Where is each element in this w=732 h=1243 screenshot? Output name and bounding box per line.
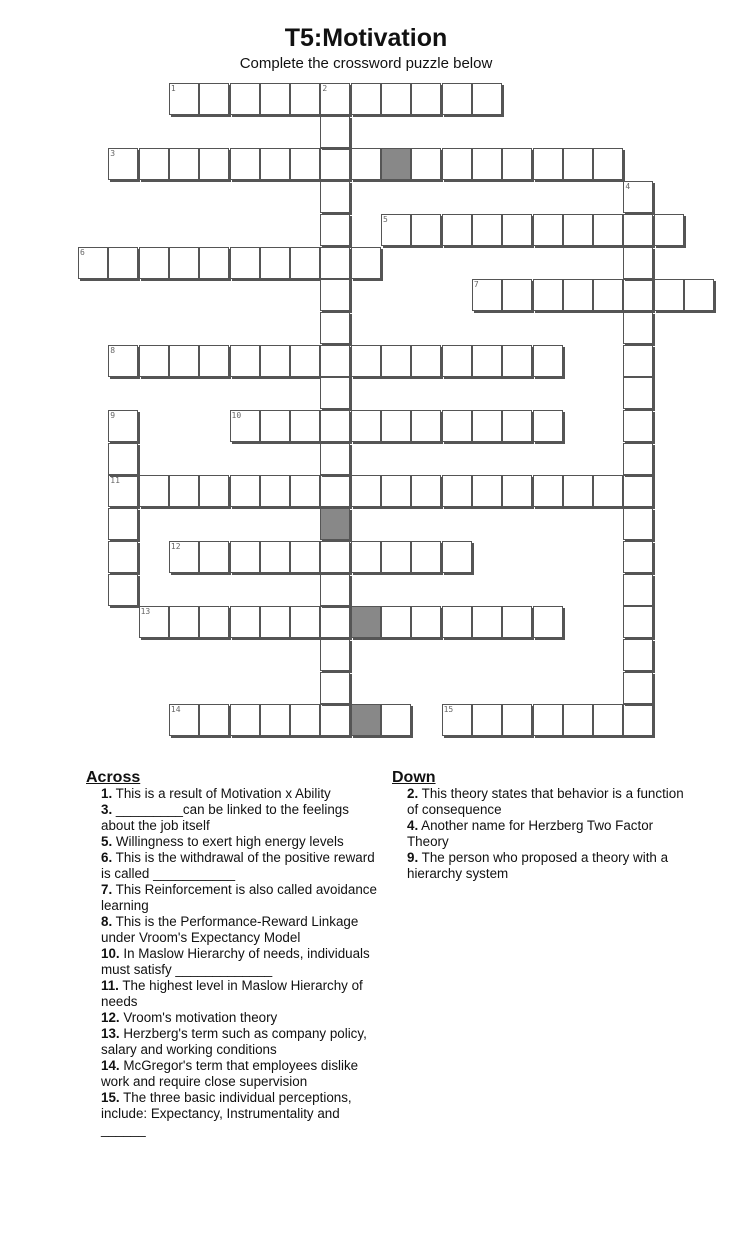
clue-number: 5. xyxy=(101,834,113,849)
clue-text: _________can be linked to the feelings about the job itself xyxy=(101,802,349,833)
crossword-cell[interactable] xyxy=(169,148,199,180)
crossword-cell[interactable] xyxy=(320,279,350,311)
crossword-cell[interactable] xyxy=(381,345,411,377)
crossword-cell[interactable] xyxy=(563,704,593,736)
crossword-cell[interactable] xyxy=(230,345,260,377)
crossword-cell[interactable] xyxy=(593,704,623,736)
crossword-cell[interactable] xyxy=(351,148,381,180)
cell-number: 11 xyxy=(110,476,120,486)
cell-number: 6 xyxy=(80,247,85,257)
crossword-cell[interactable] xyxy=(472,345,502,377)
crossword-cell[interactable] xyxy=(108,443,138,475)
crossword-cell[interactable] xyxy=(623,508,653,540)
across-clue xyxy=(101,786,381,802)
cell-number: 4 xyxy=(625,182,631,192)
cell-number: 7 xyxy=(473,280,479,290)
down-clue xyxy=(407,786,692,818)
crossword-cell[interactable] xyxy=(472,606,502,638)
crossword-cell[interactable] xyxy=(351,83,381,115)
clue-number: 10. xyxy=(101,946,120,961)
crossword-cell[interactable] xyxy=(108,247,138,279)
crossword-cell[interactable] xyxy=(502,704,532,736)
crossword-cell[interactable] xyxy=(502,345,532,377)
crossword-cell[interactable] xyxy=(472,148,502,180)
crossword-cell[interactable] xyxy=(260,83,290,115)
crossword-cell[interactable] xyxy=(139,247,169,279)
crossword-cell[interactable] xyxy=(533,606,563,638)
crossword-cell[interactable] xyxy=(230,247,260,279)
crossword-cell[interactable] xyxy=(533,214,563,246)
cell-number: 2 xyxy=(322,84,328,93)
crossword-cell[interactable] xyxy=(563,279,593,311)
clue-number: 11. xyxy=(101,978,119,993)
crossword-cell[interactable] xyxy=(623,606,653,638)
crossword-cell[interactable] xyxy=(654,214,684,246)
crossword-cell[interactable] xyxy=(230,148,260,180)
crossword-cell[interactable] xyxy=(623,312,653,344)
across-clue xyxy=(101,1058,381,1090)
crossword-cell[interactable] xyxy=(351,247,381,279)
crossword-cell[interactable] xyxy=(290,148,320,180)
crossword-cell[interactable] xyxy=(381,541,411,573)
clue-text: The person who proposed a theory with a hierarchy system xyxy=(407,850,669,881)
clue-text: This is a result of Motivation x Ability xyxy=(115,786,331,801)
crossword-cell[interactable] xyxy=(199,475,229,507)
crossword-cell[interactable] xyxy=(199,541,229,573)
crossword-cell[interactable] xyxy=(623,247,653,279)
crossword-cell[interactable] xyxy=(623,475,653,507)
crossword-cell[interactable] xyxy=(169,345,199,377)
crossword-cell[interactable] xyxy=(442,148,472,180)
crossword-cell[interactable] xyxy=(472,214,502,246)
crossword-cell[interactable] xyxy=(169,606,199,638)
crossword-cell[interactable] xyxy=(593,475,623,507)
crossword-cell[interactable] xyxy=(139,345,169,377)
shaded-cell xyxy=(351,704,381,736)
clue-text: This Reinforcement is also called avoidance learning xyxy=(101,882,377,913)
crossword-cell[interactable] xyxy=(533,475,563,507)
crossword-cell[interactable] xyxy=(411,148,441,180)
crossword-cell[interactable] xyxy=(623,345,653,377)
crossword-cell[interactable] xyxy=(320,639,350,671)
crossword-cell[interactable] xyxy=(593,279,623,311)
crossword-cell[interactable] xyxy=(381,83,411,115)
clue-text: McGregor's term that employees dislike work and require close supervision xyxy=(101,1058,359,1089)
down-clues xyxy=(392,770,692,882)
clue-text: This is the withdrawal of the positive reward is called ___________ xyxy=(101,850,375,881)
crossword-cell[interactable] xyxy=(290,247,320,279)
crossword-cell[interactable] xyxy=(320,574,350,606)
crossword-cell[interactable] xyxy=(290,410,320,442)
crossword-cell[interactable] xyxy=(502,214,532,246)
crossword-cell[interactable] xyxy=(623,410,653,442)
across-clue xyxy=(101,1010,381,1026)
crossword-cell[interactable] xyxy=(351,345,381,377)
clue-number: 13. xyxy=(101,1026,120,1041)
crossword-cell[interactable] xyxy=(623,214,653,246)
crossword-cell[interactable] xyxy=(623,541,653,573)
crossword-cell[interactable] xyxy=(320,541,350,573)
crossword-cell[interactable] xyxy=(411,345,441,377)
clue-text: The three basic individual perceptions, include: Expectancy, Instrumentality and ______ xyxy=(101,1090,352,1137)
cell-number: 9 xyxy=(110,411,116,420)
crossword-cell[interactable] xyxy=(108,574,138,606)
crossword-cell[interactable] xyxy=(381,606,411,638)
crossword-cell[interactable] xyxy=(320,116,350,148)
clue-number: 15. xyxy=(101,1090,120,1105)
crossword-cell[interactable] xyxy=(199,83,229,115)
crossword-cell[interactable] xyxy=(320,345,350,377)
down-heading: Down xyxy=(392,769,436,786)
across-clue xyxy=(101,978,381,1010)
crossword-cell[interactable] xyxy=(411,214,441,246)
crossword-cell[interactable] xyxy=(290,83,320,115)
across-clue xyxy=(101,1026,381,1058)
crossword-cell[interactable] xyxy=(320,704,350,736)
crossword-cell[interactable] xyxy=(290,475,320,507)
crossword-cell[interactable] xyxy=(320,181,350,213)
clue-number: 2. xyxy=(407,786,419,801)
clue-text: In Maslow Hierarchy of needs, individuals must satisfy _____________ xyxy=(101,946,370,977)
clue-text: Willingness to exert high energy levels xyxy=(115,834,344,849)
crossword-cell[interactable] xyxy=(623,279,653,311)
crossword-cell[interactable] xyxy=(411,541,441,573)
crossword-cell[interactable] xyxy=(623,443,653,475)
crossword-cell[interactable] xyxy=(442,83,472,115)
crossword-cell[interactable] xyxy=(320,672,350,704)
cell-number: 15 xyxy=(443,705,454,715)
crossword-cell[interactable] xyxy=(260,345,290,377)
down-clue xyxy=(407,850,692,882)
crossword-cell[interactable] xyxy=(533,410,563,442)
crossword-cell[interactable] xyxy=(563,475,593,507)
cell-number: 12 xyxy=(170,541,181,551)
crossword-cell[interactable] xyxy=(230,704,260,736)
crossword-cell[interactable] xyxy=(290,541,320,573)
across-clue xyxy=(101,802,381,834)
across-clue xyxy=(101,946,381,978)
crossword-cell[interactable] xyxy=(169,247,199,279)
crossword-cell[interactable] xyxy=(320,443,350,475)
crossword-cell[interactable] xyxy=(654,279,684,311)
clue-text: This is the Performance-Reward Linkage under Vroom's Expectancy Model xyxy=(101,914,359,945)
crossword-cell[interactable] xyxy=(320,247,350,279)
crossword-cell[interactable] xyxy=(139,475,169,507)
crossword-cell[interactable] xyxy=(411,83,441,115)
crossword-cell[interactable] xyxy=(260,247,290,279)
crossword-cell[interactable] xyxy=(320,606,350,638)
crossword-cell[interactable] xyxy=(472,83,502,115)
across-clues xyxy=(86,770,381,1138)
crossword-cell[interactable] xyxy=(623,377,653,409)
crossword-cell[interactable] xyxy=(593,148,623,180)
across-clue xyxy=(101,834,381,850)
crossword-cell[interactable] xyxy=(533,704,563,736)
across-clue xyxy=(101,882,381,914)
shaded-cell xyxy=(351,606,381,638)
crossword-cell[interactable] xyxy=(623,672,653,704)
crossword-cell[interactable] xyxy=(169,475,199,507)
crossword-cell[interactable] xyxy=(199,704,229,736)
crossword-cell[interactable] xyxy=(472,704,502,736)
crossword-cell[interactable] xyxy=(320,312,350,344)
cell-number: 10 xyxy=(231,411,242,420)
clue-number: 14. xyxy=(101,1058,120,1073)
shaded-cell xyxy=(381,148,411,180)
cell-number: 1 xyxy=(170,84,176,93)
crossword-cell[interactable] xyxy=(381,475,411,507)
crossword-cell[interactable] xyxy=(320,475,350,507)
crossword-cell[interactable] xyxy=(199,148,229,180)
crossword-cell[interactable] xyxy=(320,214,350,246)
crossword-cell[interactable] xyxy=(199,606,229,638)
crossword-cell[interactable] xyxy=(502,475,532,507)
clue-number: 6. xyxy=(101,850,113,865)
crossword-cell[interactable] xyxy=(442,345,472,377)
crossword-cell[interactable] xyxy=(472,475,502,507)
crossword-cell[interactable] xyxy=(108,508,138,540)
crossword-cell[interactable] xyxy=(260,475,290,507)
crossword-cell[interactable] xyxy=(442,214,472,246)
crossword-cell[interactable] xyxy=(260,410,290,442)
crossword-cell[interactable] xyxy=(472,410,502,442)
crossword-cell[interactable] xyxy=(442,606,472,638)
clue-number: 3. xyxy=(101,802,113,817)
crossword-cell[interactable] xyxy=(623,639,653,671)
cell-number: 8 xyxy=(110,345,116,355)
shaded-cell xyxy=(320,508,350,540)
crossword-cell[interactable] xyxy=(502,279,532,311)
crossword-cell[interactable] xyxy=(199,345,229,377)
crossword-cell[interactable] xyxy=(260,704,290,736)
clue-number: 12. xyxy=(101,1010,120,1025)
crossword-cell[interactable] xyxy=(381,410,411,442)
crossword-cell[interactable] xyxy=(260,606,290,638)
crossword-cell[interactable] xyxy=(290,606,320,638)
crossword-cell[interactable] xyxy=(502,410,532,442)
down-clue-list xyxy=(392,786,692,882)
crossword-cell[interactable] xyxy=(139,148,169,180)
page-title: T5:Motivation xyxy=(284,24,448,52)
across-heading: Across xyxy=(86,769,141,786)
clue-number: 4. xyxy=(407,818,419,833)
crossword-cell[interactable] xyxy=(502,606,532,638)
crossword-cell[interactable] xyxy=(351,475,381,507)
cell-number: 3 xyxy=(110,149,116,159)
clue-text: Herzberg's term such as company policy, salary and working conditions xyxy=(101,1026,367,1057)
crossword-cell[interactable] xyxy=(230,541,260,573)
crossword-cell[interactable] xyxy=(563,214,593,246)
clue-number: 1. xyxy=(101,786,113,801)
cell-number: 5 xyxy=(383,214,388,224)
crossword-cell[interactable] xyxy=(442,541,472,573)
crossword-cell[interactable] xyxy=(320,377,350,409)
page-subtitle: Complete the crossword puzzle below xyxy=(239,55,493,72)
crossword-cell[interactable] xyxy=(230,475,260,507)
cell-number: 13 xyxy=(140,607,151,617)
cell-number: 14 xyxy=(170,705,181,715)
crossword-cell[interactable] xyxy=(290,704,320,736)
across-clue xyxy=(101,1090,381,1138)
crossword-cell[interactable] xyxy=(320,148,350,180)
crossword-cell[interactable] xyxy=(411,410,441,442)
crossword-cell[interactable] xyxy=(290,345,320,377)
crossword-cell[interactable] xyxy=(684,279,714,311)
clue-number: 8. xyxy=(101,914,113,929)
down-clue xyxy=(407,818,692,850)
crossword-cell[interactable] xyxy=(563,148,593,180)
crossword-cell[interactable] xyxy=(623,574,653,606)
clue-text: This theory states that behavior is a function of consequence xyxy=(407,786,684,817)
clue-text: The highest level in Maslow Hierarchy of needs xyxy=(101,978,363,1009)
crossword-cell[interactable] xyxy=(351,410,381,442)
across-clue xyxy=(101,850,381,882)
crossword-cell[interactable] xyxy=(199,247,229,279)
across-clue xyxy=(101,914,381,946)
crossword-cell[interactable] xyxy=(230,83,260,115)
crossword-cell[interactable] xyxy=(351,541,381,573)
crossword-cell[interactable] xyxy=(502,148,532,180)
crossword-cell[interactable] xyxy=(381,704,411,736)
crossword-cell[interactable] xyxy=(411,606,441,638)
crossword-cell[interactable] xyxy=(230,606,260,638)
crossword-cell[interactable] xyxy=(411,475,441,507)
clue-number: 9. xyxy=(407,850,419,865)
crossword-cell[interactable] xyxy=(442,475,472,507)
clue-text: Another name for Herzberg Two Factor Theory xyxy=(407,818,654,849)
crossword-cell[interactable] xyxy=(260,148,290,180)
crossword-cell[interactable] xyxy=(533,279,563,311)
crossword-cell[interactable] xyxy=(260,541,290,573)
clue-number: 7. xyxy=(101,882,113,897)
clue-text: Vroom's motivation theory xyxy=(123,1010,278,1025)
crossword-cell[interactable] xyxy=(533,345,563,377)
crossword-cell[interactable] xyxy=(533,148,563,180)
crossword-cell[interactable] xyxy=(442,410,472,442)
crossword-cell[interactable] xyxy=(623,704,653,736)
crossword-cell[interactable] xyxy=(108,541,138,573)
crossword-cell[interactable] xyxy=(320,410,350,442)
across-clue-list xyxy=(86,786,381,1138)
crossword-cell[interactable] xyxy=(593,214,623,246)
